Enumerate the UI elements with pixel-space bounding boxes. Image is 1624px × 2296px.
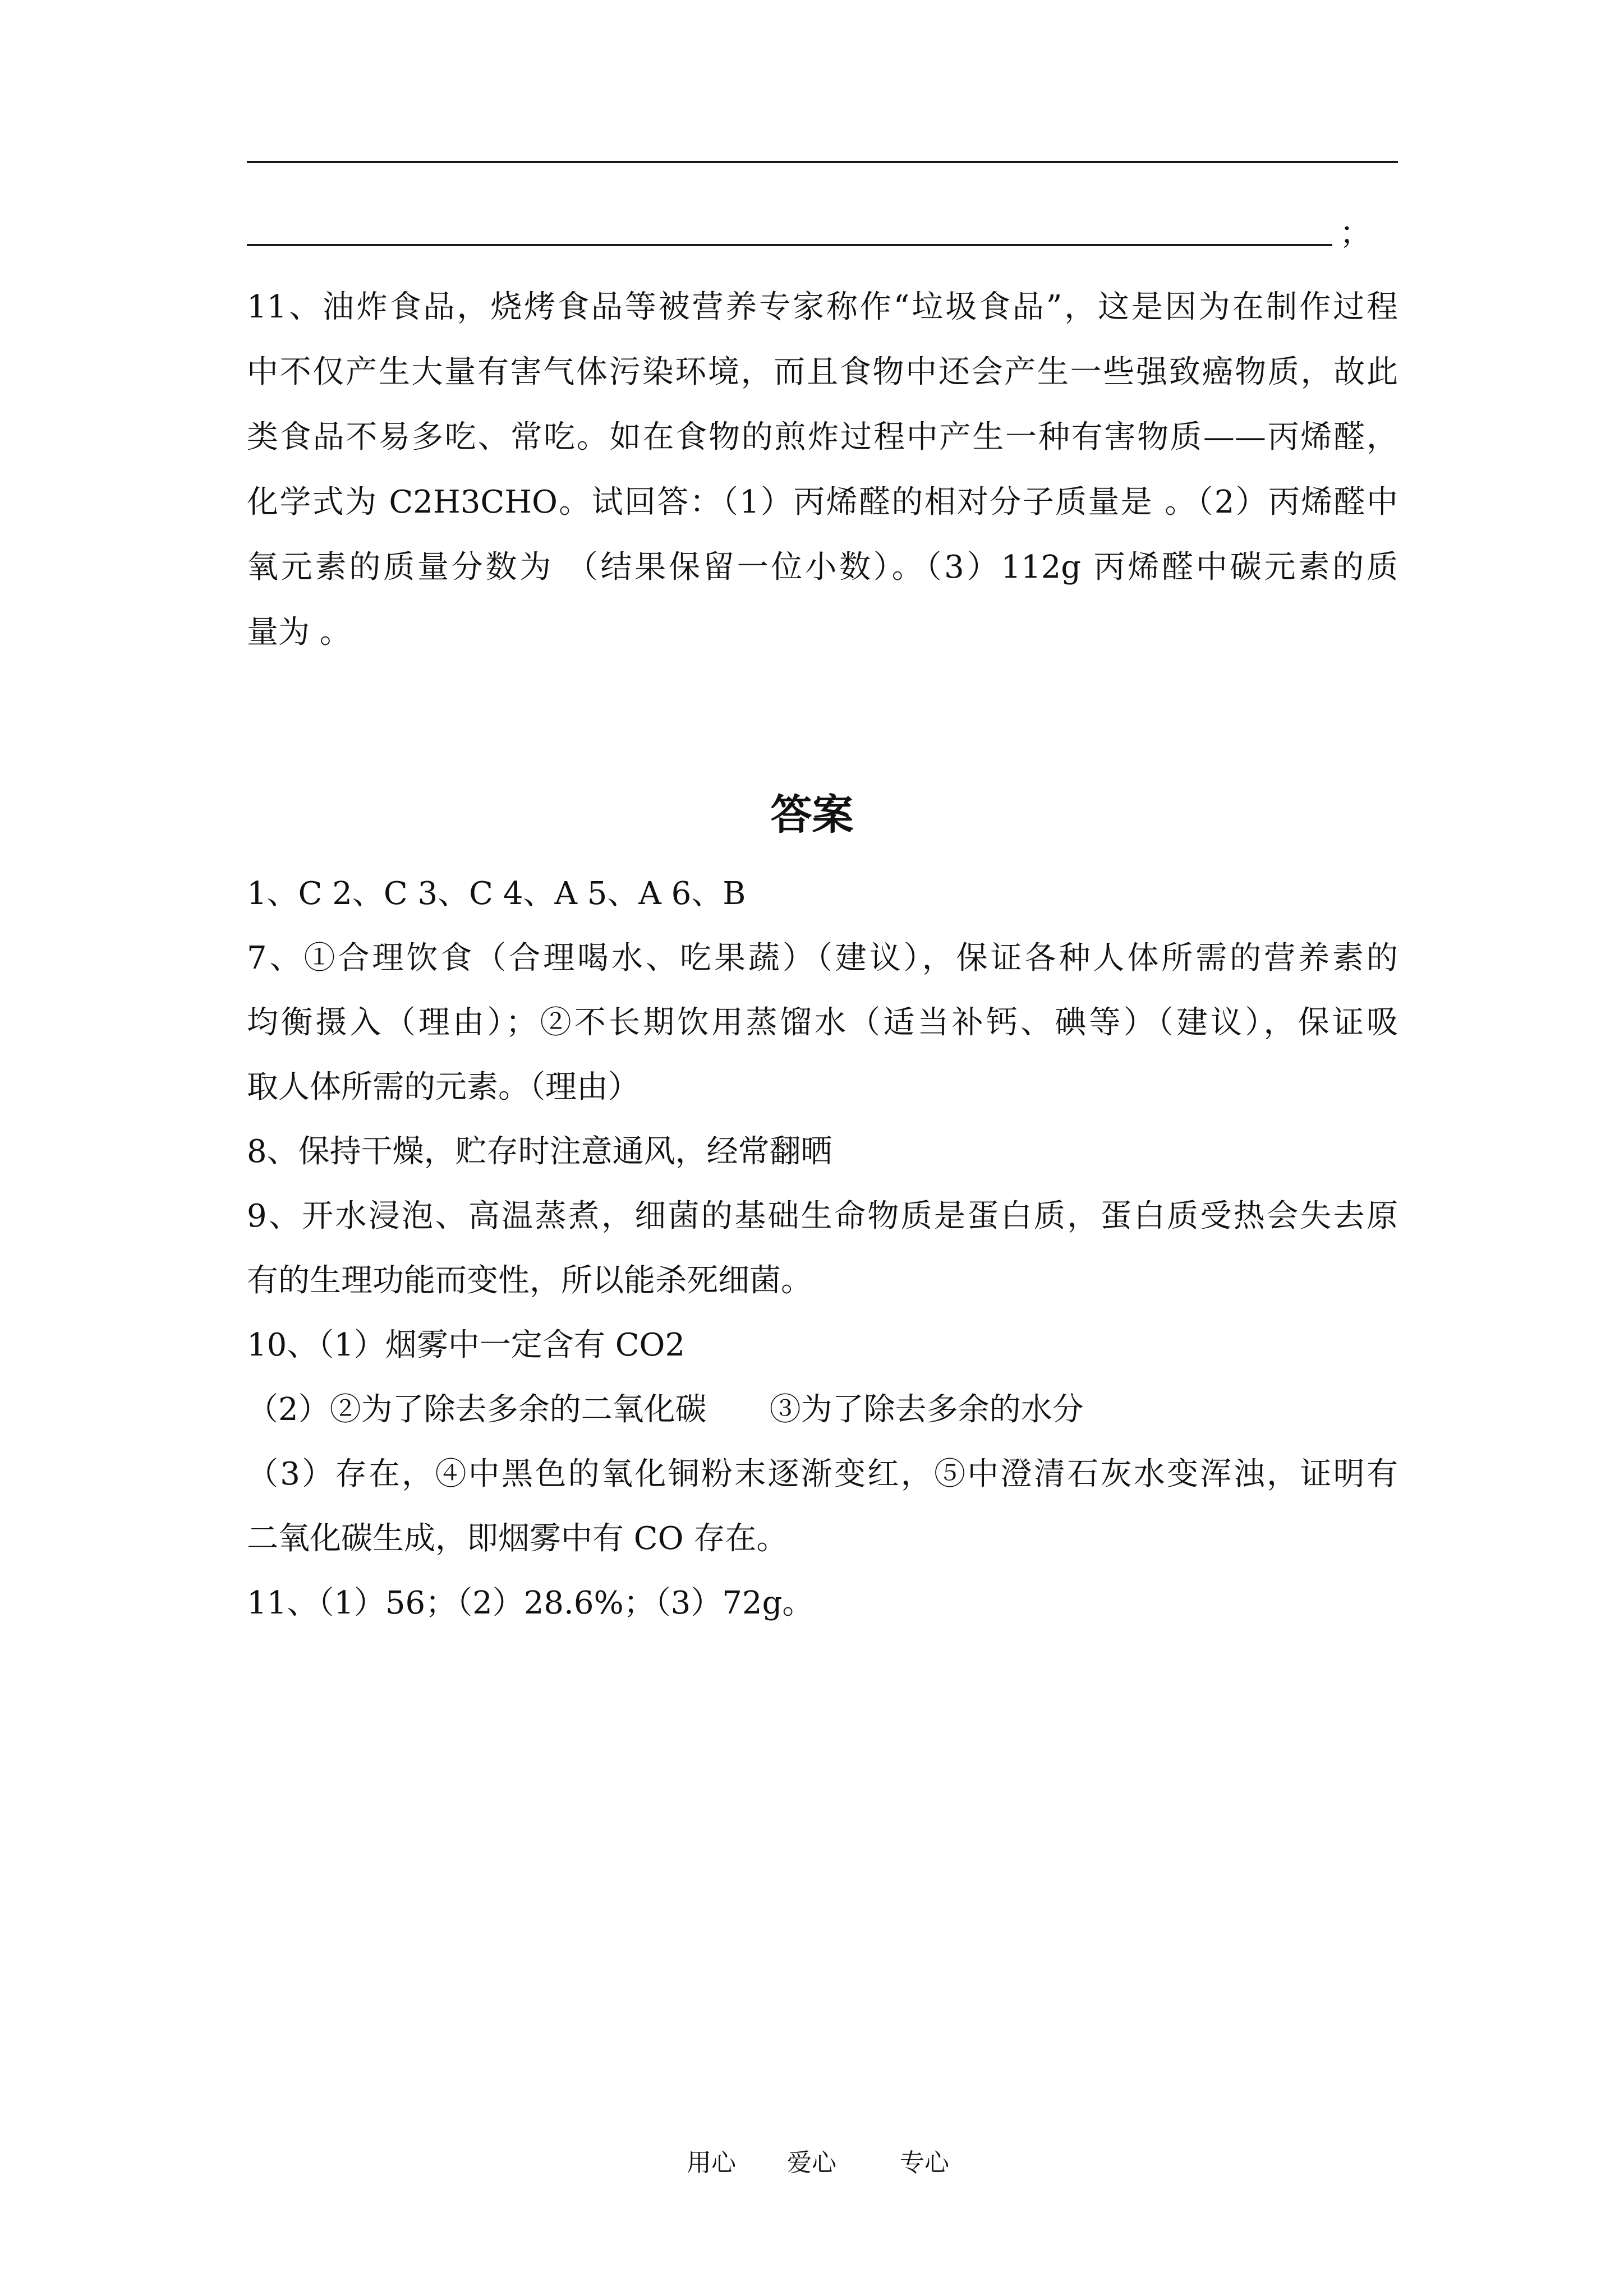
footer-left: 用心 [687,2149,736,2177]
answer-line: （2）②为了除去多余的二氧化碳 ③为了除去多余的水分 [247,1391,1084,1428]
answer-line: 10、（1）烟雾中一定含有 CO2 [247,1327,686,1363]
answer-line: （3）存在，④中黑色的氧化铜粉末逐渐变红，⑤中澄清石灰水变浑浊，证明有 [247,1456,1398,1492]
answer-line: 7、①合理饮食（合理喝水、吃果蔬）（建议），保证各种人体所需的营养素的 [247,940,1398,976]
question-11-line: 量为 。 [247,614,351,651]
footer-middle: 爱心 [787,2149,836,2177]
page-footer [0,2143,1624,2183]
question-11-line: 中不仅产生大量有害气体污染环境，而且食物中还会产生一些强致癌物质，故此 [247,354,1398,390]
answer-line: 取人体所需的元素。（理由） [247,1069,640,1105]
answer-line: 均衡摄入（理由）；②不长期饮用蒸馏水（适当补钙、碘等）（建议），保证吸 [247,1004,1398,1041]
answers-title: 答案 [770,791,854,839]
answer-blank-line [247,244,1332,246]
question-11-line: 类食品不易多吃、常吃。如在食物的煎炸过程中产生一种有害物质——丙烯醛， [247,419,1398,455]
blank-suffix: ； [1340,215,1371,252]
answer-blank-line-top [247,161,1398,163]
question-11-line: 氧元素的质量分数为 （结果保留一位小数）。（3）112g 丙烯醛中碳元素的质 [247,549,1398,585]
answer-line: 二氧化碳生成，即烟雾中有 CO 存在。 [247,1520,788,1557]
question-11 [247,275,1398,665]
question-11-line: 11、油炸食品，烧烤食品等被营养专家称作“垃圾食品”，这是因为在制作过程 [247,289,1398,325]
answer-line: 有的生理功能而变性，所以能杀死细菌。 [247,1262,812,1299]
question-11-line: 化学式为 C2H3CHO。试回答：（1）丙烯醛的相对分子质量是 。（2）丙烯醛中 [247,484,1398,520]
answer-line: 9、开水浸泡、高温蒸煮，细菌的基础生命物质是蛋白质，蛋白质受热会失去原 [247,1198,1398,1234]
answer-line: 8、保持干燥，贮存时注意通风，经常翻晒 [247,1133,832,1170]
answer-line: 1、C 2、C 3、C 4、A 5、A 6、B [247,875,746,912]
answer-line: 11、（1）56；（2）28.6%；（3）72g。 [247,1585,814,1621]
answers-section [247,861,1398,1635]
footer-right: 专心 [900,2149,949,2177]
